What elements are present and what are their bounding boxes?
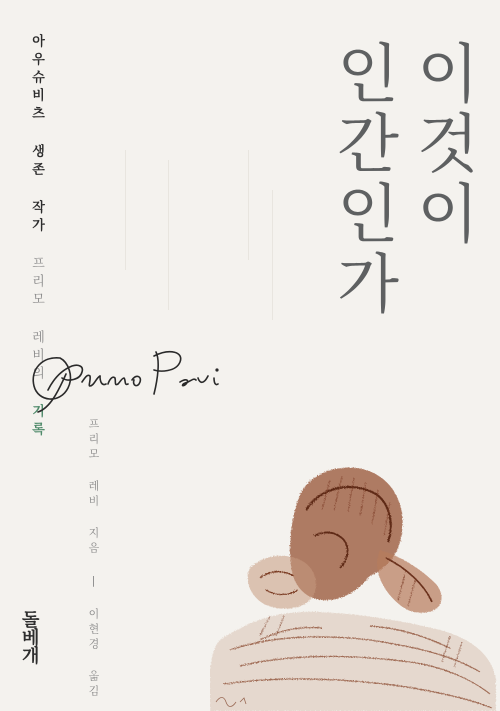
subtitle-part-1: 아우슈비츠 생존 작가 [29, 34, 44, 236]
texture-line [248, 150, 249, 260]
author-translator-credit: 프리모 레비 지음 | 이현경 옮김 [87, 418, 100, 700]
publisher-logo [22, 612, 39, 666]
cover-illustration [210, 440, 500, 711]
texture-line [125, 150, 126, 270]
subtitle-part-2: 프리모 레비의 [29, 256, 44, 384]
texture-line [272, 190, 273, 320]
publisher-char-1: 돌 [22, 610, 40, 631]
texture-line [168, 160, 169, 310]
title-column-2: 인간인가 [325, 40, 399, 320]
publisher-char-2: 베 [22, 628, 40, 649]
publisher-char-3: 개 [22, 646, 40, 667]
subtitle-part-3: 기록 [29, 404, 44, 440]
title-column-1: 이것이 [405, 40, 479, 250]
author-signature [20, 330, 240, 420]
